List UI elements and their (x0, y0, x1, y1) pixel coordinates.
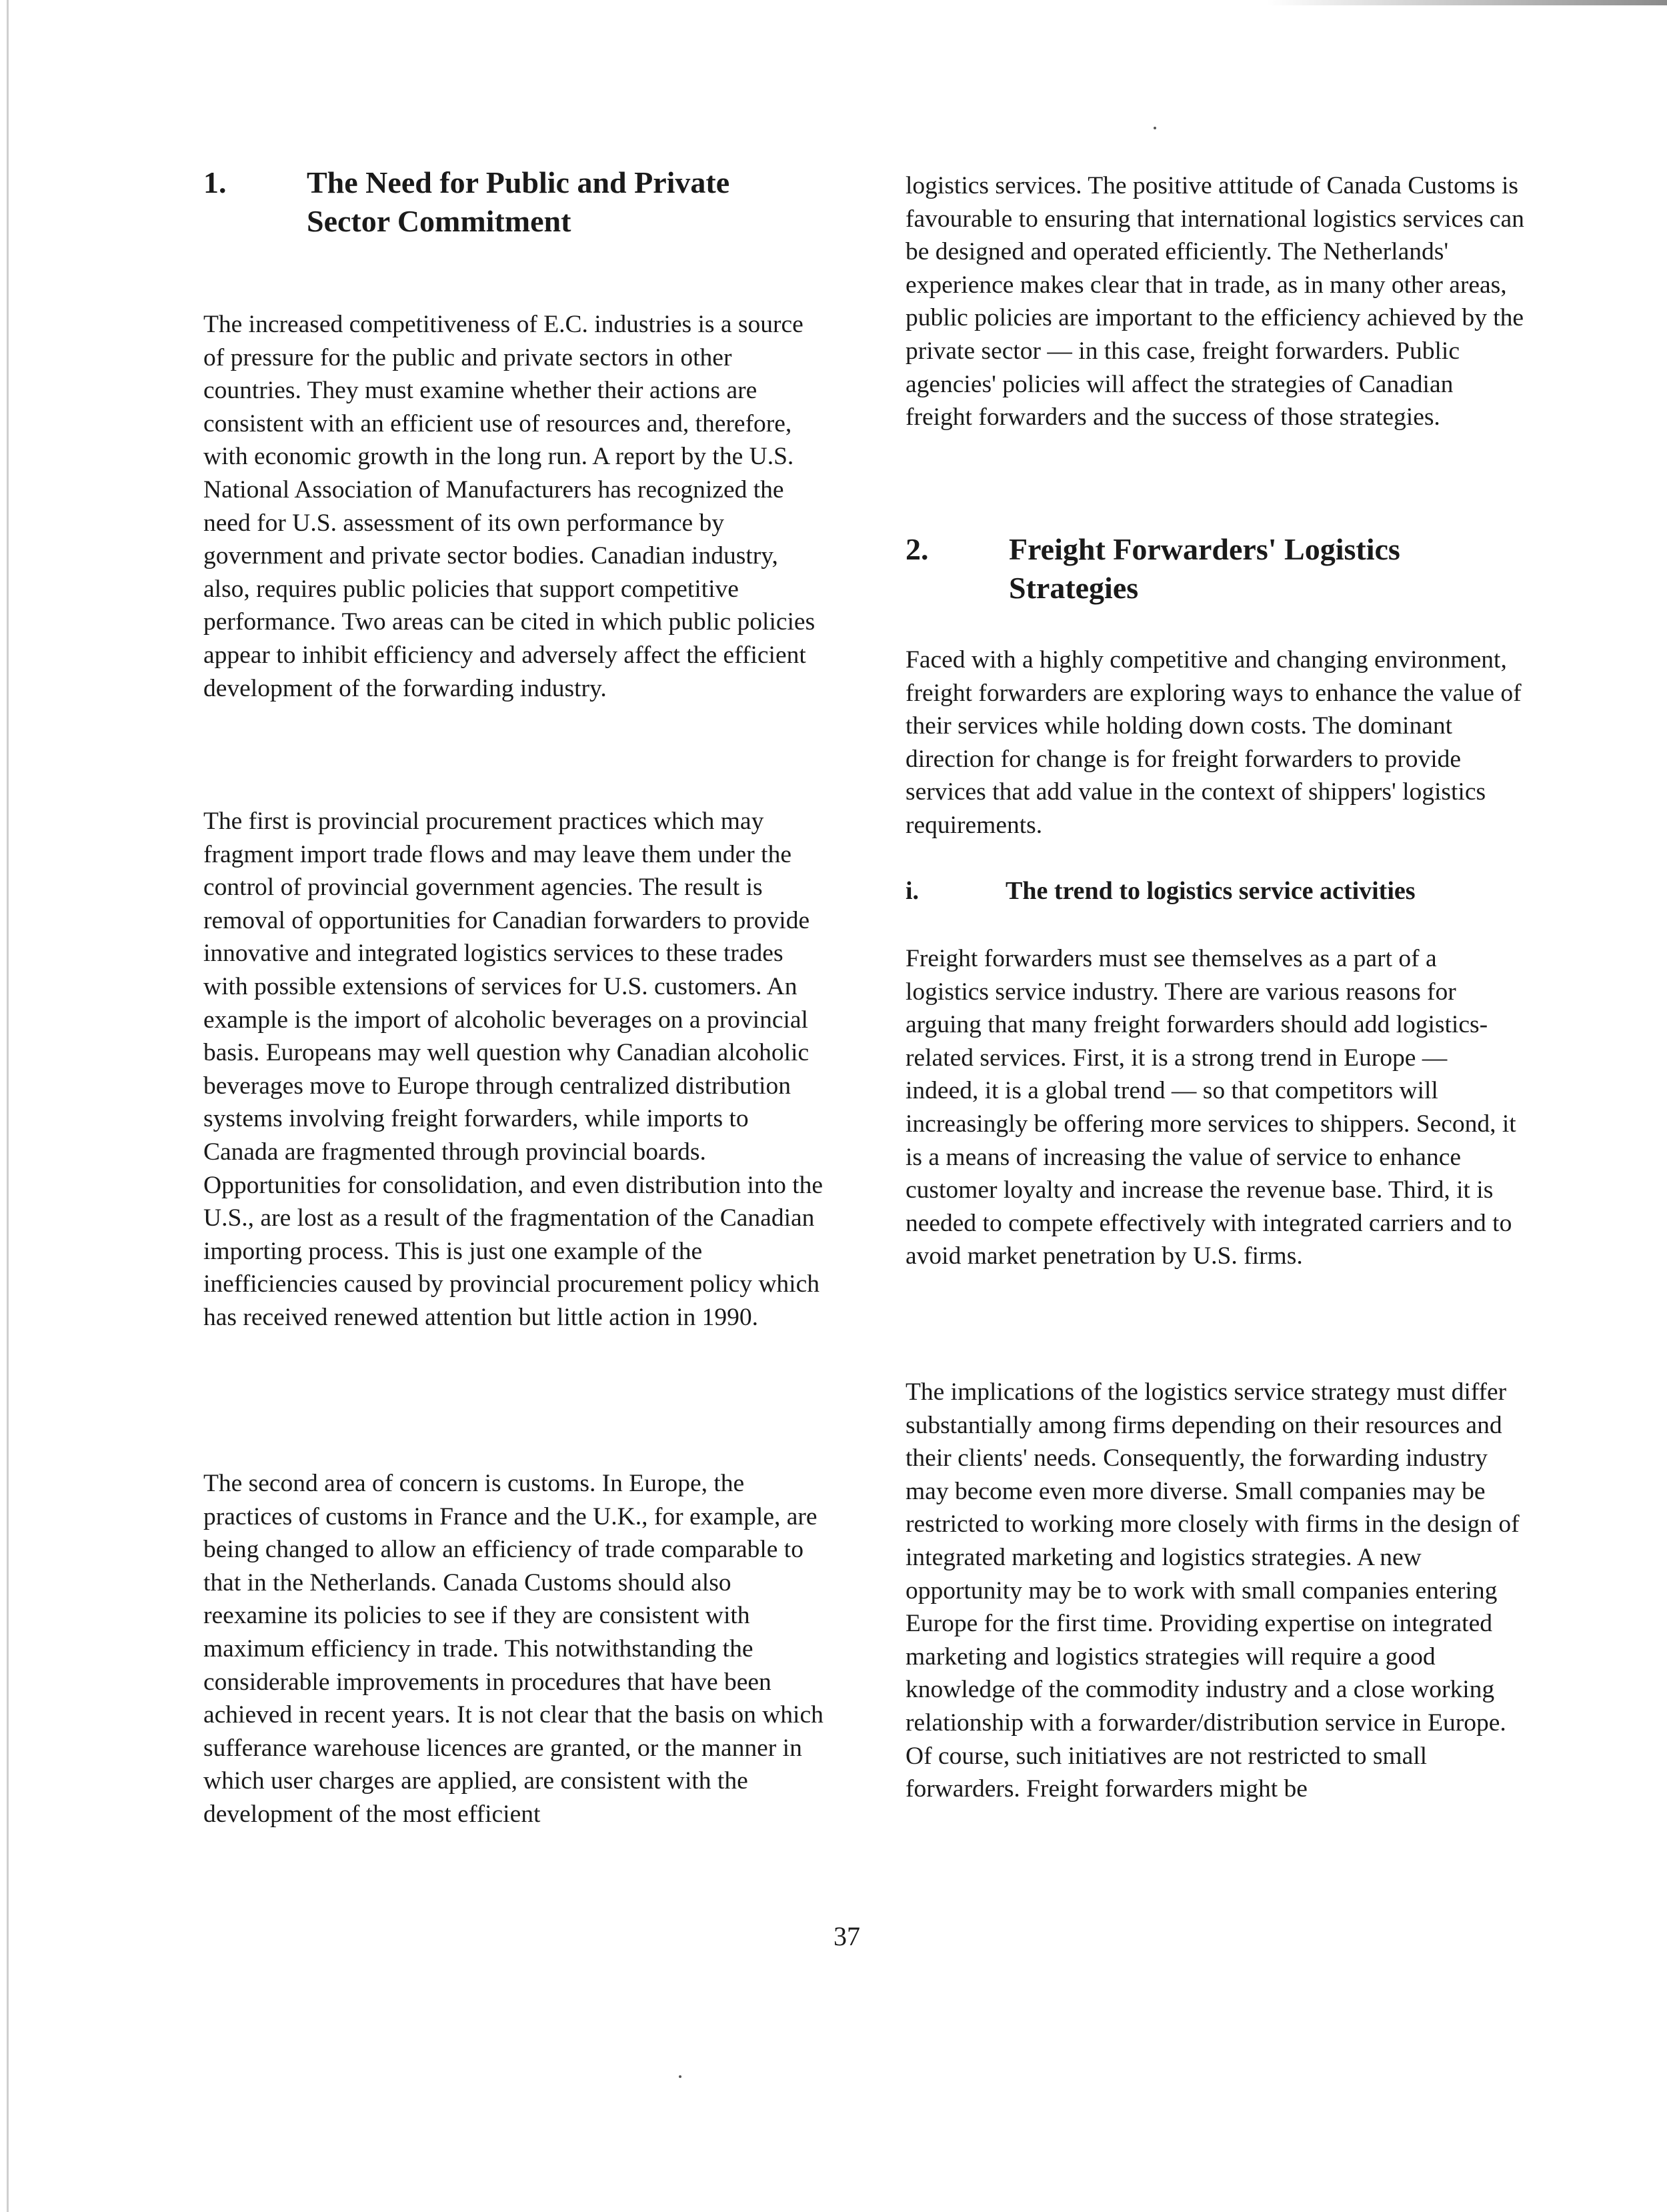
subsection-i-number: i. (906, 877, 920, 905)
paragraph-section-2-intro: Faced with a highly competitive and changing environment, freight forwarders are exploring ways to enhance the value of their services while holding down costs. The dominant direction for change is for freight forwarders to provide services that add value in the context of shippers' logistics requirements. (906, 646, 1522, 839)
page-number: 37 (833, 1921, 860, 1951)
section-1-title: The Need for Public and Private Sector Commitment (307, 165, 730, 238)
paragraph-customs-continued: logistics services. The positive attitude of Canada Customs is favourable to ensuring that international logistics services can be designed and operated efficiently. The Netherlands' experience makes clear that in trade, as in many other areas, public policies are important to the efficiency achieved by the private sector — in this case, freight forwarders. Public agencies' policies will affect the strategies of Canadian freight forwarders and the success of those strategies. (906, 172, 1524, 431)
scan-edge-left (7, 0, 9, 2212)
section-2-number: 2. (906, 532, 929, 566)
scan-speck (679, 2075, 681, 2078)
scan-speck (1154, 127, 1156, 129)
section-1-number: 1. (203, 165, 227, 199)
paragraph-logistics-trend: Freight forwarders must see themselves as a part of a logistics service industry. There are various reasons for arguing that many freight forwarders should add logistics-related services. First, it is a strong trend in Europe — indeed, it is a global trend — so that competitors will increasingly be offering more services to shippers. Second, it is a means of increasing the value of service to enhance customer loyalty and increase the revenue base. Third, it is needed to compete effectively with integrated carriers and to avoid market penetration by U.S. firms. (906, 945, 1516, 1270)
paragraph-implications: The implications of the logistics service strategy must differ substantially among firms depending on their resources and their clients' needs. Consequently, the forwarding industry may become even more diverse. Small companies may be restricted to working more closely with firms in the design of integrated marketing and logistics strategies. A new opportunity may be to work with small companies entering Europe for the first time. Providing expertise on integrated marketing and logistics strategies will require a good knowledge of the commodity industry and a close working relationship with a forwarder/distribution service in Europe. Of course, such initiatives are not restricted to small forwarders. Freight forwarders might be (906, 1378, 1520, 1803)
paragraph-customs: The second area of concern is customs. In Europe, the practices of customs in France and the U.K., for example, are being changed to allow an efficiency of trade comparable to that in the Netherlands. Canada Customs should also reexamine its policies to see if they are consistent with maximum efficiency in trade. This notwithstanding the considerable improvements in procedures that have been achieved in recent years. It is not clear that the basis on which sufferance warehouse licences are granted, or the manner in which user charges are applied, are consistent with the development of the most efficient (203, 1470, 823, 1828)
subsection-i-title: The trend to logistics service activities (1006, 877, 1416, 905)
paragraph-ec-competitiveness: The increased competitiveness of E.C. industries is a source of pressure for the public and private sectors in other countries. They must examine whether their actions are consistent with an efficient use of resources and, therefore, with economic growth in the long run. A report by the U.S. National Association of Manufacturers has recognized the need for U.S. assessment of its own performance by government and private sector bodies. Canadian industry, also, requires public policies that support competitive performance. Two areas can be cited in which public policies appear to inhibit efficiency and adversely affect the efficient development of the forwarding industry. (203, 311, 815, 702)
section-2-title: Freight Forwarders' Logistics Strategies (1009, 532, 1400, 605)
scan-edge-top (1267, 0, 1667, 5)
paragraph-provincial-procurement: The first is provincial procurement practices which may fragment import trade flows and may leave them under the control of provincial government agencies. The result is removal of opportunities for Canadian forwarders to provide innovative and integrated logistics services to these trades with possible extensions of services for U.S. customers. An example is the import of alcoholic beverages on a provincial basis. Europeans may well question why Canadian alcoholic beverages move to Europe through centralized distribution systems involving freight forwarders, while imports to Canada are fragmented through provincial boards. Opportunities for consolidation, and even distribution into the U.S., are lost as a result of the fragmentation of the Canadian importing process. This is just one example of the inefficiencies caused by provincial procurement policy which has received renewed attention but little action in 1990. (203, 808, 823, 1331)
